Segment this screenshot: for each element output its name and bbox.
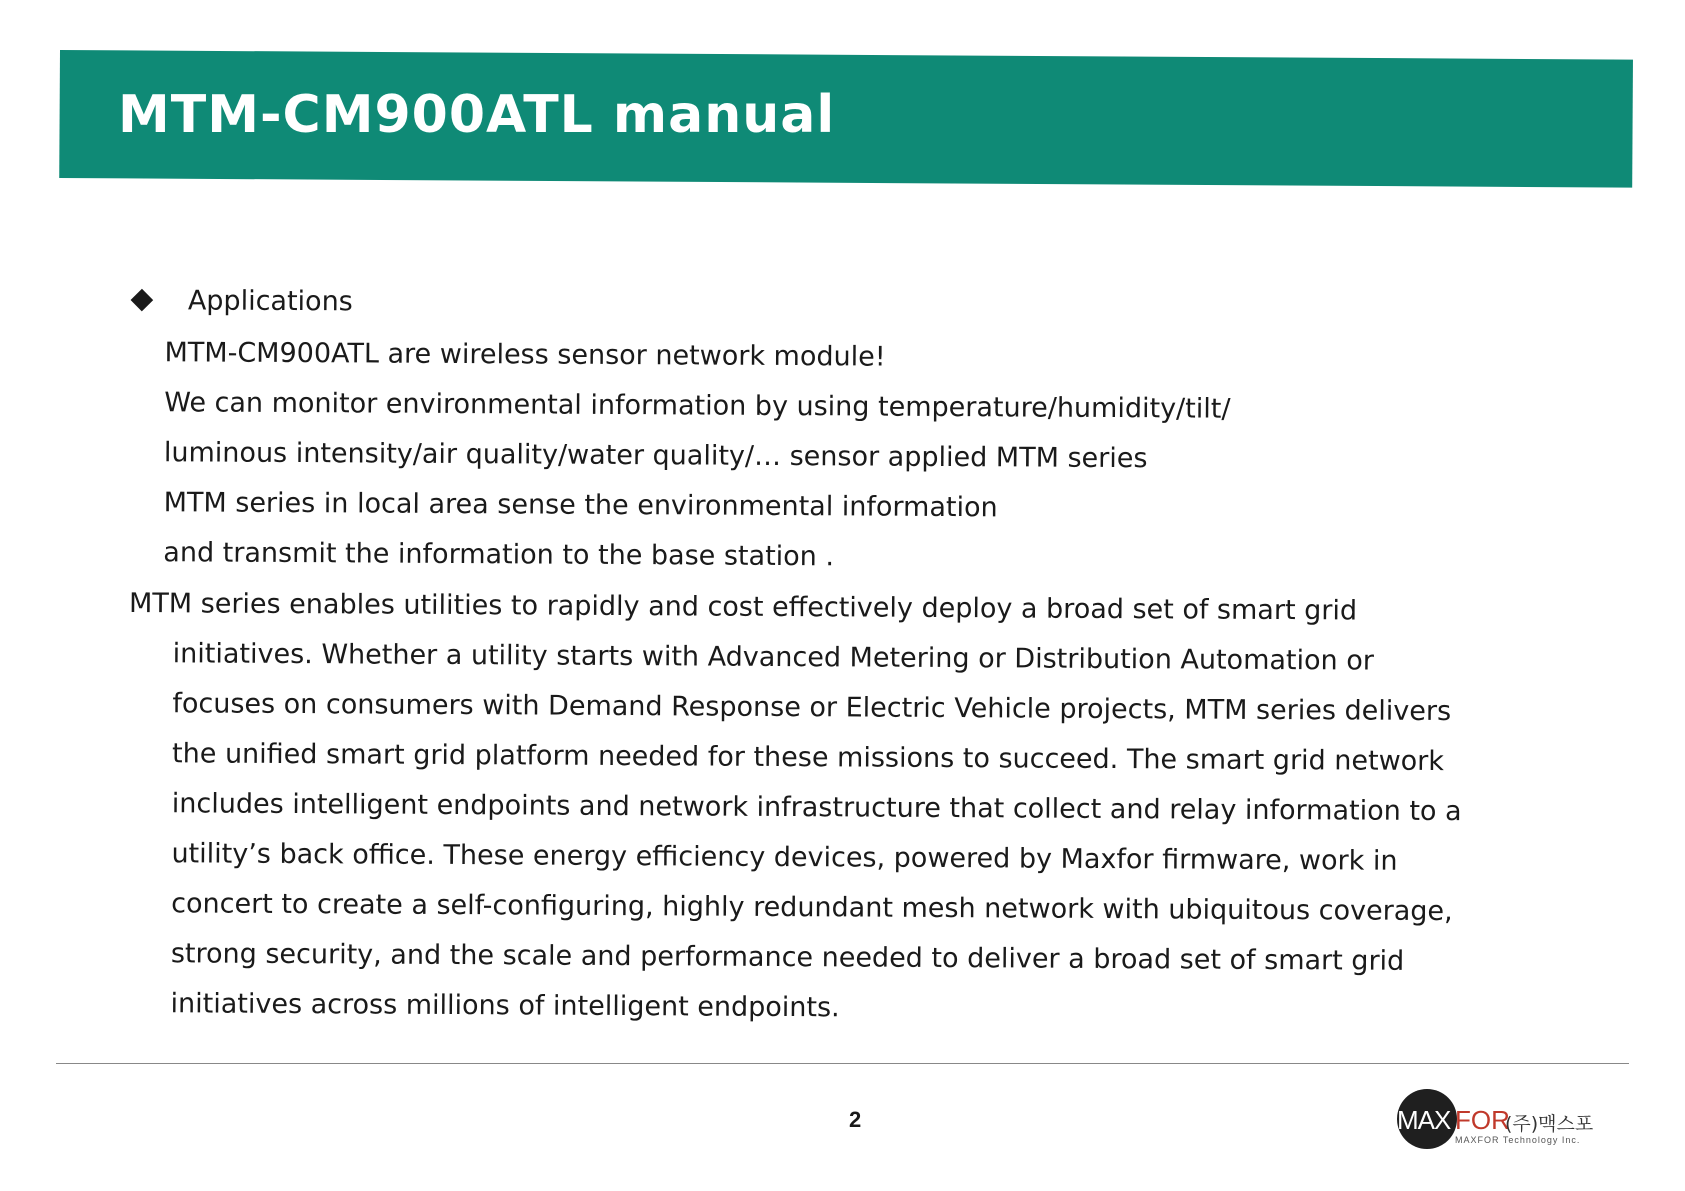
logo-subtitle: MAXFOR Technology Inc. [1455, 1135, 1581, 1145]
paragraph-line: utility’s back office. These energy efficiency devices, powered by Maxfor firmware, work in [171, 838, 1398, 877]
intro-line: We can monitor environmental information by using temperature/humidity/tilt/ [164, 387, 1231, 425]
page-number: 2 [849, 1107, 862, 1132]
intro-line: luminous intensity/air quality/water quality/… sensor applied MTM series [163, 437, 1148, 475]
intro-line: and transmit the information to the base station . [163, 537, 835, 573]
paragraph-line: initiatives across millions of intelligent endpoints. [170, 988, 840, 1024]
paragraph-line: MTM series enables utilities to rapidly and cost effectively deploy a broad set of smart grid [128, 588, 1358, 627]
intro-line: MTM-CM900ATL are wireless sensor network module! [164, 337, 886, 373]
paragraph-line: includes intelligent endpoints and network infrastructure that collect and relay information to a [171, 788, 1462, 828]
intro-line: MTM series in local area sense the environmental information [163, 487, 998, 524]
logo-max-text: MAX [1397, 1105, 1451, 1135]
diamond-bullet-icon [131, 289, 154, 312]
paragraph-line: focuses on consumers with Demand Response or Electric Vehicle projects, MTM series delivers [172, 688, 1452, 728]
logo-for-text: FOR [1455, 1105, 1510, 1135]
page-title: MTM-CM900ATL manual [118, 85, 836, 145]
logo-korean-text: (주)맥스포 [1505, 1113, 1594, 1135]
maxfor-logo [1397, 1089, 1617, 1153]
section-heading: Applications [187, 285, 353, 318]
paragraph-line: the unified smart grid platform needed for these missions to succeed. The smart grid network [172, 738, 1445, 778]
paragraph-line: initiatives. Whether a utility starts with Advanced Metering or Distribution Automation or [172, 638, 1374, 677]
paragraph-line: concert to create a self-configuring, highly redundant mesh network with ubiquitous coverage, [171, 888, 1453, 928]
footer-divider [56, 1063, 1629, 1064]
paragraph-line: strong security, and the scale and performance needed to deliver a broad set of smart grid [170, 938, 1405, 977]
